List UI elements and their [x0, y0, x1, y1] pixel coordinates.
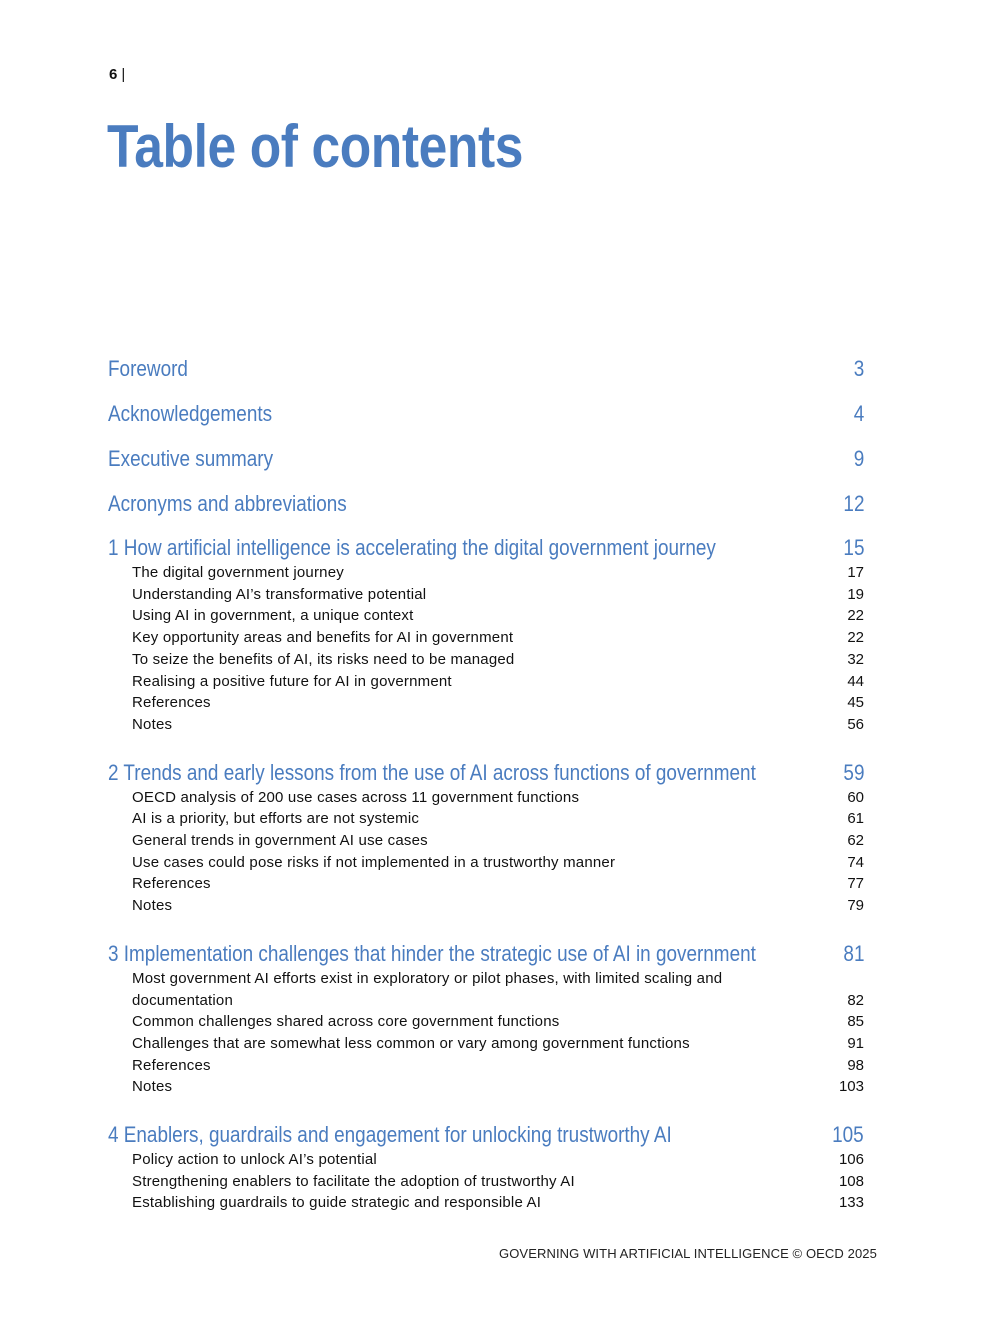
- toc-section-entry[interactable]: [108, 852, 864, 874]
- toc-entry-page[interactable]: 3: [853, 356, 864, 381]
- toc-section-page[interactable]: 60: [847, 788, 864, 806]
- toc-section-page[interactable]: 17: [847, 564, 864, 581]
- toc-section-entry[interactable]: [108, 714, 864, 736]
- toc-chapter-page[interactable]: 105: [832, 1122, 864, 1148]
- toc-chapter-heading[interactable]: [108, 531, 864, 560]
- toc-section-page[interactable]: 98: [847, 1056, 864, 1074]
- toc-section-label[interactable]: Realising a positive future for AI in government: [132, 672, 452, 690]
- toc-entry-front-matter[interactable]: [108, 397, 864, 442]
- toc-section-page[interactable]: 62: [847, 832, 864, 850]
- toc-section-page[interactable]: 74: [847, 853, 864, 871]
- toc-entry-label[interactable]: Acronyms and abbreviations: [108, 491, 347, 516]
- toc-entry-label[interactable]: Executive summary: [108, 446, 274, 471]
- toc-section-page[interactable]: 79: [847, 897, 864, 915]
- toc-section-entry[interactable]: [108, 562, 864, 584]
- toc-section-label[interactable]: Common challenges shared across core government functions: [132, 1013, 560, 1031]
- toc-section-label[interactable]: General trends in government AI use cases: [132, 832, 428, 850]
- toc-chapter-page[interactable]: 81: [842, 940, 864, 966]
- toc-chapter-heading[interactable]: [108, 937, 864, 966]
- toc-chapter-label[interactable]: 3 Implementation challenges that hinder the strategic use of AI in government: [108, 940, 756, 966]
- toc-section-entry[interactable]: [108, 1033, 864, 1055]
- toc-section-list: [108, 1149, 864, 1214]
- page-number-separator: |: [121, 66, 126, 83]
- toc-section-label[interactable]: Notes: [132, 897, 173, 915]
- toc-section-entry[interactable]: [108, 671, 864, 693]
- toc-chapter-label[interactable]: 4 Enablers, guardrails and engagement for unlocking trustworthy AI: [108, 1122, 672, 1148]
- toc-section-label[interactable]: Strengthening enablers to facilitate the adoption of trustworthy AI: [132, 1172, 575, 1190]
- toc-section-label[interactable]: To seize the benefits of AI, its risks need to be managed: [132, 650, 515, 668]
- toc-chapter-heading[interactable]: [108, 756, 864, 785]
- toc-section-entry[interactable]: [108, 873, 864, 895]
- toc-section-list: [108, 562, 864, 736]
- footer-copyright: GOVERNING WITH ARTIFICIAL INTELLIGENCE © OECD 2025: [499, 1246, 877, 1261]
- toc-chapter: [108, 531, 864, 736]
- toc-entry-label[interactable]: Foreword: [108, 356, 188, 381]
- toc-chapter: [108, 1118, 864, 1214]
- toc-section-label[interactable]: Challenges that are somewhat less common or vary among government functions: [132, 1034, 690, 1052]
- toc-entry-page[interactable]: 4: [853, 401, 864, 426]
- toc-entry-front-matter[interactable]: [108, 442, 864, 487]
- toc-section-page[interactable]: 22: [847, 607, 864, 625]
- page-number-value: 6: [109, 66, 118, 83]
- toc-chapter-page[interactable]: 15: [842, 535, 864, 560]
- toc-entry-front-matter[interactable]: [108, 487, 864, 532]
- toc-section-label[interactable]: Notes: [132, 1078, 173, 1096]
- toc-section-entry[interactable]: [108, 1149, 864, 1171]
- toc-section-label[interactable]: Using AI in government, a unique context: [132, 607, 414, 625]
- toc-section-label[interactable]: OECD analysis of 200 use cases across 11 government functions: [132, 788, 580, 806]
- chapters-list: [108, 531, 864, 1214]
- toc-entry-page[interactable]: 9: [853, 446, 864, 471]
- toc-section-page[interactable]: 19: [847, 585, 864, 603]
- toc-section-entry[interactable]: [108, 692, 864, 714]
- toc-entry-label[interactable]: Acknowledgements: [108, 401, 273, 426]
- toc-chapter-label[interactable]: 2 Trends and early lessons from the use of AI across functions of government: [108, 759, 756, 785]
- toc-section-label[interactable]: AI is a priority, but efforts are not systemic: [132, 810, 420, 828]
- toc-section-label[interactable]: The digital government journey: [132, 564, 344, 581]
- toc-section-entry[interactable]: [108, 605, 864, 627]
- toc-chapter: [108, 756, 864, 917]
- toc-section-label[interactable]: Notes: [132, 715, 173, 733]
- toc-section-page[interactable]: 108: [838, 1172, 864, 1190]
- toc-section-page[interactable]: 103: [838, 1078, 864, 1096]
- toc-section-label[interactable]: Most government AI efforts exist in exploratory or pilot phases, with limited scaling and documentation: [132, 969, 723, 1009]
- toc-section-page[interactable]: 133: [838, 1194, 864, 1212]
- toc-section-label[interactable]: Establishing guardrails to guide strategic and responsible AI: [132, 1194, 542, 1212]
- toc-section-entry[interactable]: [108, 830, 864, 852]
- toc-section-page[interactable]: 45: [847, 694, 864, 712]
- toc-section-page[interactable]: 82: [847, 991, 864, 1009]
- toc-section-entry[interactable]: [108, 649, 864, 671]
- toc-section-entry[interactable]: [108, 1055, 864, 1077]
- toc-section-entry[interactable]: [108, 1192, 864, 1214]
- toc-section-page[interactable]: 85: [847, 1013, 864, 1031]
- toc-section-entry[interactable]: [108, 1171, 864, 1193]
- toc-chapter: [108, 937, 864, 1098]
- toc-section-label[interactable]: Key opportunity areas and benefits for AI in government: [132, 629, 514, 647]
- toc-entry-page[interactable]: 12: [842, 491, 864, 516]
- toc-section-entry[interactable]: [108, 787, 864, 809]
- toc-section-label[interactable]: Use cases could pose risks if not implemented in a trustworthy manner: [132, 853, 616, 871]
- toc-section-label[interactable]: Understanding AI’s transformative potential: [132, 585, 427, 603]
- toc-section-list: [108, 968, 864, 1098]
- table-of-contents: [108, 352, 864, 1214]
- toc-section-page[interactable]: 44: [847, 672, 864, 690]
- toc-section-entry[interactable]: [108, 1076, 864, 1098]
- front-matter-list: [108, 352, 864, 532]
- page-title: Table of contents: [107, 113, 524, 180]
- toc-section-page[interactable]: 32: [847, 650, 864, 668]
- toc-section-page[interactable]: 22: [847, 629, 864, 647]
- toc-section-page[interactable]: 91: [847, 1034, 864, 1052]
- toc-section-entry[interactable]: [108, 1011, 864, 1033]
- toc-section-page[interactable]: 56: [847, 715, 864, 733]
- toc-section-list: [108, 787, 864, 917]
- toc-section-label[interactable]: References: [132, 1056, 211, 1074]
- toc-section-label[interactable]: References: [132, 875, 211, 893]
- toc-chapter-label[interactable]: 1 How artificial intelligence is accelerating the digital government journey: [108, 535, 716, 560]
- toc-section-label[interactable]: Policy action to unlock AI’s potential: [132, 1151, 377, 1169]
- toc-section-entry[interactable]: [108, 895, 864, 917]
- toc-section-entry[interactable]: [108, 584, 864, 606]
- toc-section-label[interactable]: References: [132, 694, 211, 712]
- toc-section-page[interactable]: 61: [847, 810, 864, 828]
- toc-chapter-heading[interactable]: [108, 1118, 864, 1148]
- page-number: [109, 66, 125, 83]
- toc-chapter-page[interactable]: 59: [842, 759, 864, 785]
- toc-entry-front-matter[interactable]: [108, 352, 864, 397]
- toc-section-entry[interactable]: [108, 627, 864, 649]
- toc-section-entry[interactable]: [108, 808, 864, 830]
- toc-section-page[interactable]: 77: [847, 875, 864, 893]
- toc-section-page[interactable]: 106: [838, 1151, 864, 1169]
- toc-section-entry[interactable]: [108, 968, 864, 1011]
